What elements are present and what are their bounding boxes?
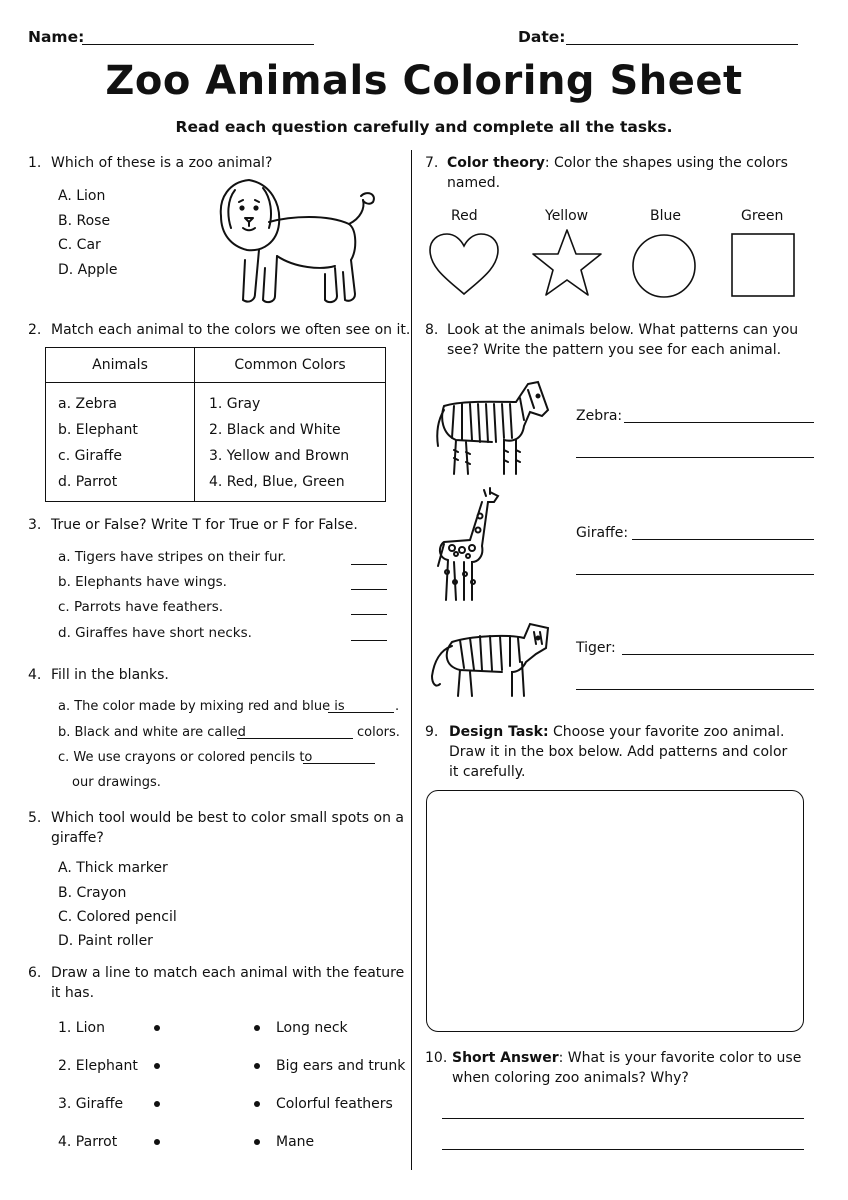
q9-bold: Design Task: xyxy=(449,724,549,740)
q4-item-c: c. We use crayons or colored pencils to xyxy=(58,750,313,765)
q4-item-b: b. Black and white are called xyxy=(58,725,246,740)
q6-left-dot[interactable] xyxy=(154,1025,160,1031)
q5-option-b[interactable]: B. Crayon xyxy=(58,885,127,901)
table-color-item: 3. Yellow and Brown xyxy=(209,448,350,464)
q9-number: 9. xyxy=(425,724,439,740)
q3-answer-a[interactable] xyxy=(351,564,387,565)
lion-illustration xyxy=(215,176,385,308)
q6-right-dot[interactable] xyxy=(254,1101,260,1107)
giraffe-answer-line1[interactable] xyxy=(632,539,814,540)
q5-text-line1: Which tool would be best to color small spots on a xyxy=(51,810,405,826)
q6-animal-elephant: 2. Elephant xyxy=(58,1058,138,1074)
q3-answer-d[interactable] xyxy=(351,640,387,641)
tiger-answer-line1[interactable] xyxy=(622,654,814,655)
q3-item-d: d. Giraffes have short necks. xyxy=(58,625,252,641)
q3-item-a: a. Tigers have stripes on their fur. xyxy=(58,549,287,565)
q4-item-a-end: . xyxy=(395,699,400,714)
name-label: Name: xyxy=(28,28,85,46)
table-color-item: 4. Red, Blue, Green xyxy=(209,474,345,490)
shape-label-red: Red xyxy=(451,208,478,224)
q4-number: 4. xyxy=(28,667,42,683)
shape-label-green: Green xyxy=(741,208,784,224)
q6-feature-long-neck: Long neck xyxy=(276,1020,348,1036)
q5-number: 5. xyxy=(28,810,42,826)
q6-right-dot[interactable] xyxy=(254,1025,260,1031)
zebra-illustration xyxy=(432,376,552,478)
q4-item-b-end: colors. xyxy=(357,725,400,740)
table-animal-item: a. Zebra xyxy=(58,396,117,412)
q3-text: True or False? Write T for True or F for False. xyxy=(51,517,358,533)
circle-shape[interactable] xyxy=(630,232,698,300)
q4-blank-c[interactable] xyxy=(303,763,375,764)
q6-number: 6. xyxy=(28,965,42,981)
shape-label-yellow: Yellow xyxy=(545,208,589,224)
giraffe-label: Giraffe: xyxy=(576,525,629,541)
q7-number: 7. xyxy=(425,155,439,171)
q10-answer-line2[interactable] xyxy=(442,1149,804,1150)
column-divider xyxy=(411,150,412,1170)
square-shape[interactable] xyxy=(731,233,795,297)
star-shape[interactable] xyxy=(531,228,603,298)
q6-feature-ears-trunk: Big ears and trunk xyxy=(276,1058,406,1074)
zebra-answer-line1[interactable] xyxy=(624,422,814,423)
q9-text-line3: it carefully. xyxy=(449,764,526,780)
q5-option-d[interactable]: D. Paint roller xyxy=(58,933,153,949)
q1-option-d[interactable]: D. Apple xyxy=(58,262,118,278)
q3-answer-c[interactable] xyxy=(351,614,387,615)
table-animal-item: c. Giraffe xyxy=(58,448,122,464)
tiger-illustration xyxy=(430,618,552,700)
q1-option-b[interactable]: B. Rose xyxy=(58,213,111,229)
q6-feature-feathers: Colorful feathers xyxy=(276,1096,393,1112)
q6-right-dot[interactable] xyxy=(254,1139,260,1145)
q9-text: Choose your favorite zoo animal. xyxy=(548,724,785,740)
q10-answer-line1[interactable] xyxy=(442,1118,804,1119)
q10-text: : What is your favorite color to use xyxy=(558,1050,802,1066)
q5-option-a[interactable]: A. Thick marker xyxy=(58,860,168,876)
q6-animal-giraffe: 3. Giraffe xyxy=(58,1096,124,1112)
q6-left-dot[interactable] xyxy=(154,1101,160,1107)
q6-text-line1: Draw a line to match each animal with the feature xyxy=(51,965,405,981)
q6-feature-mane: Mane xyxy=(276,1134,315,1150)
q9-text-line1 xyxy=(449,722,784,742)
giraffe-answer-line2[interactable] xyxy=(576,574,814,575)
date-field[interactable] xyxy=(566,44,798,45)
q10-bold: Short Answer xyxy=(452,1050,559,1066)
zebra-answer-line2[interactable] xyxy=(576,457,814,458)
q10-number: 10. xyxy=(425,1050,448,1066)
tiger-answer-line2[interactable] xyxy=(576,689,814,690)
page-title: Zoo Animals Coloring Sheet xyxy=(105,58,743,104)
q1-option-a[interactable]: A. Lion xyxy=(58,188,106,204)
table-animal-item: b. Elephant xyxy=(58,422,138,438)
q9-text-line2: Draw it in the box below. Add patterns and color xyxy=(449,744,788,760)
q8-text-line1: Look at the animals below. What patterns can you xyxy=(447,322,799,338)
tiger-label: Tiger: xyxy=(576,640,616,656)
q6-text-line2: it has. xyxy=(51,985,95,1001)
q7-text: : Color the shapes using the colors xyxy=(544,155,788,171)
match-table xyxy=(45,347,386,502)
heart-shape[interactable] xyxy=(428,232,500,298)
table-color-item: 1. Gray xyxy=(209,396,261,412)
q7-bold: Color theory xyxy=(447,155,545,171)
q6-animal-lion: 1. Lion xyxy=(58,1020,105,1036)
q5-option-c[interactable]: C. Colored pencil xyxy=(58,909,177,925)
q4-text: Fill in the blanks. xyxy=(51,667,169,683)
q5-text-line2: giraffe? xyxy=(51,830,104,846)
table-animal-item: d. Parrot xyxy=(58,474,118,490)
q6-animal-parrot: 4. Parrot xyxy=(58,1134,118,1150)
shape-label-blue: Blue xyxy=(650,208,681,224)
q3-number: 3. xyxy=(28,517,42,533)
table-color-item: 2. Black and White xyxy=(209,422,341,438)
zebra-label: Zebra: xyxy=(576,408,623,424)
q7-text-line2: named. xyxy=(447,175,501,191)
table-header-animals: Animals xyxy=(46,348,195,383)
q2-text: Match each animal to the colors we often see on it. xyxy=(51,322,411,338)
q4-blank-a[interactable] xyxy=(328,712,394,713)
table-header-colors: Common Colors xyxy=(195,348,386,383)
date-label: Date: xyxy=(518,28,566,46)
q7-text-line1 xyxy=(447,153,788,173)
q6-right-dot[interactable] xyxy=(254,1063,260,1069)
q1-text: Which of these is a zoo animal? xyxy=(51,155,273,171)
q4-blank-b[interactable] xyxy=(237,738,353,739)
drawing-box[interactable] xyxy=(426,790,804,1032)
q8-text-line2: see? Write the pattern you see for each animal. xyxy=(447,342,782,358)
q1-number: 1. xyxy=(28,155,42,171)
q1-option-c[interactable]: C. Car xyxy=(58,237,101,253)
q6-left-dot[interactable] xyxy=(154,1063,160,1069)
q3-item-c: c. Parrots have feathers. xyxy=(58,599,224,615)
q3-answer-b[interactable] xyxy=(351,589,387,590)
q6-left-dot[interactable] xyxy=(154,1139,160,1145)
page-subtitle: Read each question carefully and complete all the tasks. xyxy=(175,118,673,136)
q4-item-c-cont: our drawings. xyxy=(72,775,161,790)
q10-text-line2: when coloring zoo animals? Why? xyxy=(452,1070,689,1086)
giraffe-illustration xyxy=(432,486,502,604)
q8-number: 8. xyxy=(425,322,439,338)
q4-item-a: a. The color made by mixing red and blue is xyxy=(58,699,345,714)
q3-item-b: b. Elephants have wings. xyxy=(58,574,227,590)
q2-number: 2. xyxy=(28,322,42,338)
name-field[interactable] xyxy=(82,44,314,45)
q10-text-line1 xyxy=(452,1048,801,1068)
